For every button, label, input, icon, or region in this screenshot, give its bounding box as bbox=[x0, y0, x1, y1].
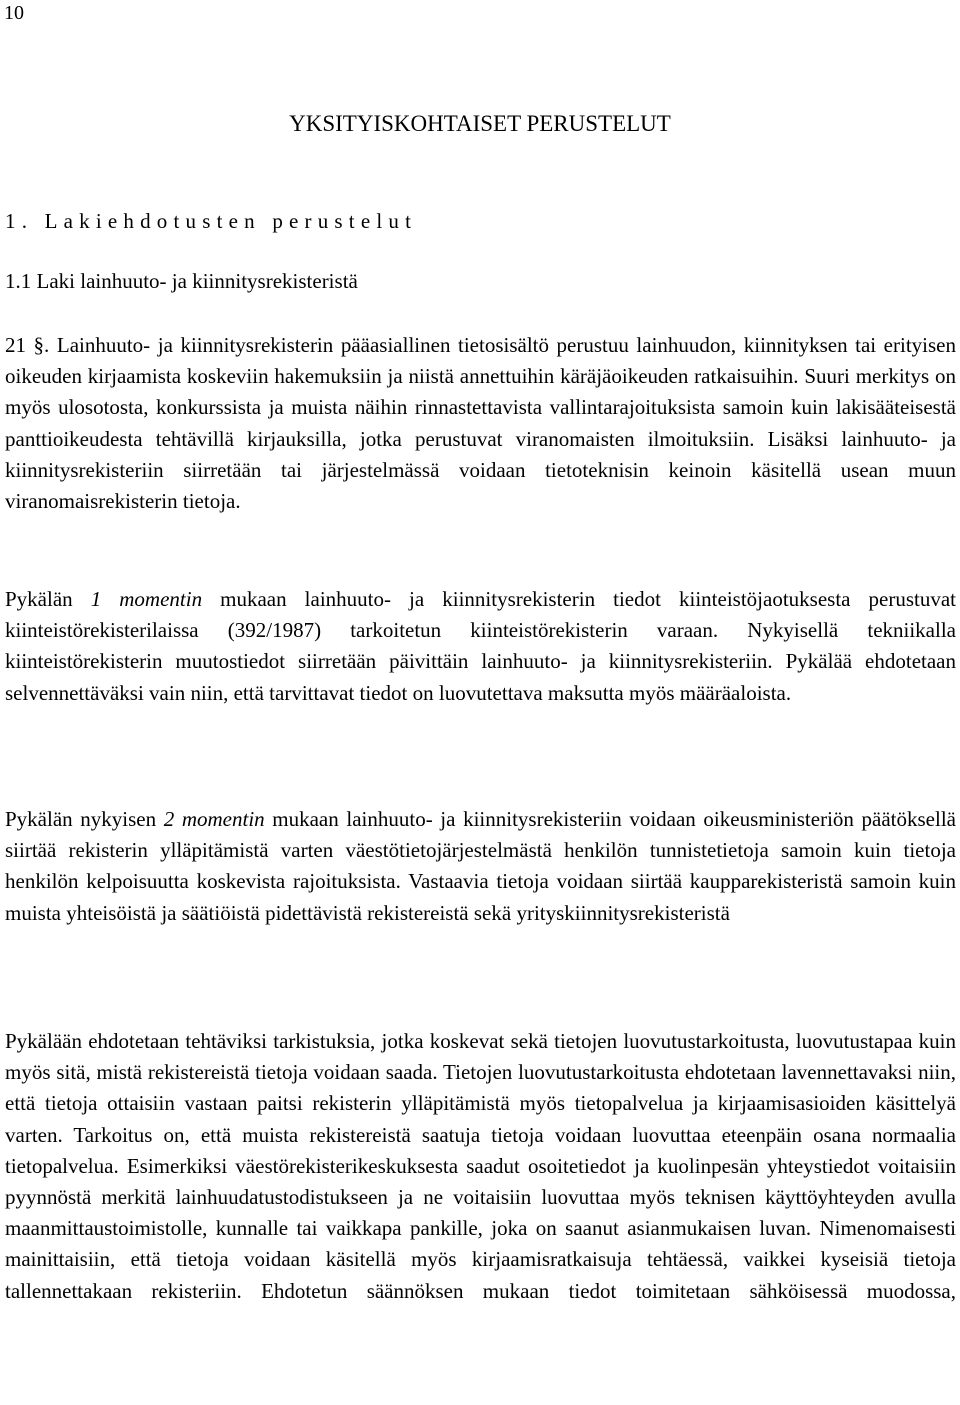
paragraph-text: mukaan lainhuuto- ja kiinnitysrekisterin tiedot kiinteistöjaotuksesta perustuvat kiinteistörekisterilaissa (392/1987) tarkoitetun kiinteistörekisterin varaan. Nykyisellä tekniikalla kiinteistörekisterin muutostiedot siirretään päivittäin lainhuuto- ja kiinnitysrekisteriin. Pykälää ehdotetaan selvennettäväksi vain niin, että tarvittavat tiedot on luovutettava maksutta myös määräaloista. bbox=[5, 587, 956, 705]
paragraph-text: mukaan lainhuuto- ja kiinnitysrekisteriin voidaan oikeusministeriön päätöksellä siirtää rekisterin ylläpitämistä varten väestötietojärjestelmästä henkilön tunnistetietoja samoin kuin tietoja henkilön kelpoisuutta koskevista rajoituksista. Vastaavia tietoja voidaan siirtää kaupparekisteristä samoin kuin muista yhteisöistä ja säätiöistä pidettävistä rekistereistä sekä yrityskiinnitysrekisteristä bbox=[5, 807, 956, 925]
moment-reference: 1 momentin bbox=[90, 587, 203, 611]
document-title: YKSITYISKOHTAISET PERUSTELUT bbox=[289, 111, 671, 136]
paragraph-moment-2 bbox=[5, 804, 956, 929]
paragraph-21-paragraph: 21 §. Lainhuuto- ja kiinnitysrekisterin pääasiallinen tietosisältö perustuu lainhuudon, kiinnityksen tai erityisen oikeuden kirjaamista koskeviin hakemuksiin ja niistä annettuihin käräjäoikeuden ratkaisuihin. Suuri merkitys on myös ulosotosta, konkurssista ja muista näihin rinnastettavista vallintarajoituksista samoin kuin lakisääteisestä panttioikeudesta tehtävillä kirjauksilla, jotka perustuvat viranomaisten ilmoituksiin. Lisäksi lainhuuto- ja kiinnitysrekisteriin siirretään tai järjestelmässä voidaan tietoteknisin keinoin käsitellä usean muun viranomaisrekisterin tietoja. bbox=[5, 333, 956, 514]
paragraph-moment-1 bbox=[5, 584, 956, 709]
paragraph-text: Pykälän nykyisen bbox=[5, 807, 164, 831]
moment-reference: 2 momentin bbox=[163, 807, 265, 831]
page-number: 10 bbox=[4, 2, 24, 24]
paragraph-text: Pykälän bbox=[5, 587, 91, 611]
paragraph-amendments: Pykälään ehdotetaan tehtäviksi tarkistuksia, jotka koskevat sekä tietojen luovutustarkoitusta, luovutustapaa kuin myös sitä, mistä rekistereistä tietoja voidaan saada. Tietojen luovutustarkoitusta ehdotetaan lavennettavaksi niin, että tietoja ottaisiin vastaan paitsi rekisterin ylläpitämistä myös tietopalvelua ja kirjaamisasioiden käsittelyä varten. Tarkoitus on, että muista rekistereistä saatuja tietoja voidaan luovuttaa eteenpäin osana normaalia tietopalvelua. Esimerkiksi väestörekisterikeskuksesta saadut osoitetiedot ja kuolinpesän yhteystiedot voitaisiin pyynnöstä merkitä lainhuudatustodistukseen ja ne voitaisiin luovuttaa myös teknisen käyttöyhteyden avulla maanmittaustoimistolle, kunnalle tai vaikkapa pankille, joka on saanut asianmukaisen luvan. Nimenomaisesti mainittaisiin, että tietoja voidaan käsitellä myös kirjaamisratkaisuja tehtäessä, vaikkei kyseisiä tietoja tallennettakaan rekisteriin. Ehdotetun säännöksen mukaan tiedot toimitetaan sähköisessä muodossa, bbox=[5, 1029, 956, 1303]
section-heading: 1. Lakiehdotusten perustelut bbox=[5, 209, 418, 233]
sub-heading: 1.1 Laki lainhuuto- ja kiinnitysrekisteristä bbox=[5, 269, 358, 293]
